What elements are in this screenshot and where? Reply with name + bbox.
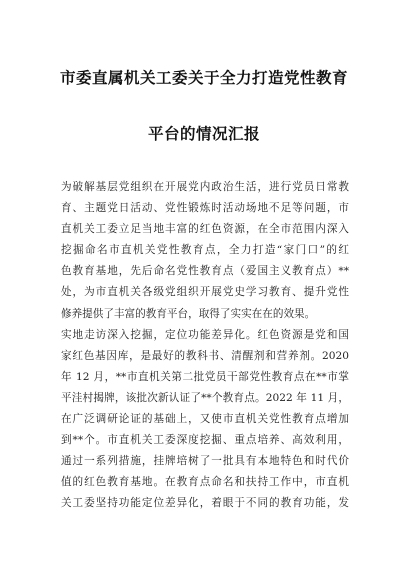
body-line: 实地走访深入挖掘，定位功能差异化。红色资源是党和国 (61, 328, 349, 341)
body-line: 家红色基因库，是最好的教科书、清醒剂和营养剂。2020 (61, 349, 349, 362)
body-line: 通过一系列措施，挂牌培树了一批具有本地特色和时代价 (61, 455, 349, 468)
body-line: 年 12 月，**市直机关第二批党员干部党性教育点在**市掌 (61, 370, 349, 383)
body-line: 处，为市直机关各级党组织开展党史学习教育、提升党性 (61, 286, 349, 299)
document-title-line-2: 平台的情况汇报 (147, 125, 260, 143)
body-line: 值的红色教育基地。在教育点命名和扶持工作中，市直机 (61, 476, 349, 489)
body-line: 直机关工委立足当地丰富的红色资源，在全市范围内深入 (61, 223, 349, 236)
document-title-line-1: 市委直属机关工委关于全力打造党性教育 (59, 69, 348, 87)
body-line: 为破解基层党组织在开展党内政治生活，进行党员日常教 (61, 181, 349, 193)
body-line: 平洼村揭牌，该批次新认证了**个教育点。2022 年 11 月， (61, 391, 349, 404)
document-body (61, 177, 349, 515)
body-line: 关工委坚持功能定位差异化，着眼于不同的教育功能，发 (61, 497, 349, 510)
body-line: 修养提供了丰富的教育平台，取得了实实在在的效果。 (61, 307, 316, 320)
body-line: 在广泛调研论证的基础上，又使市直机关党性教育点增加 (61, 413, 349, 426)
body-line: 挖掘命名市直机关党性教育点，全力打造“家门口”的红 (61, 244, 349, 257)
body-line: 育、主题党日活动、党性锻炼时活动场地不足等问题，市 (61, 202, 349, 215)
body-line: 色教育基地，先后命名党性教育点（爱国主义教育点）** (61, 265, 349, 278)
body-line: 到**个。市直机关工委深度挖掘、重点培养、高效利用， (61, 434, 349, 447)
